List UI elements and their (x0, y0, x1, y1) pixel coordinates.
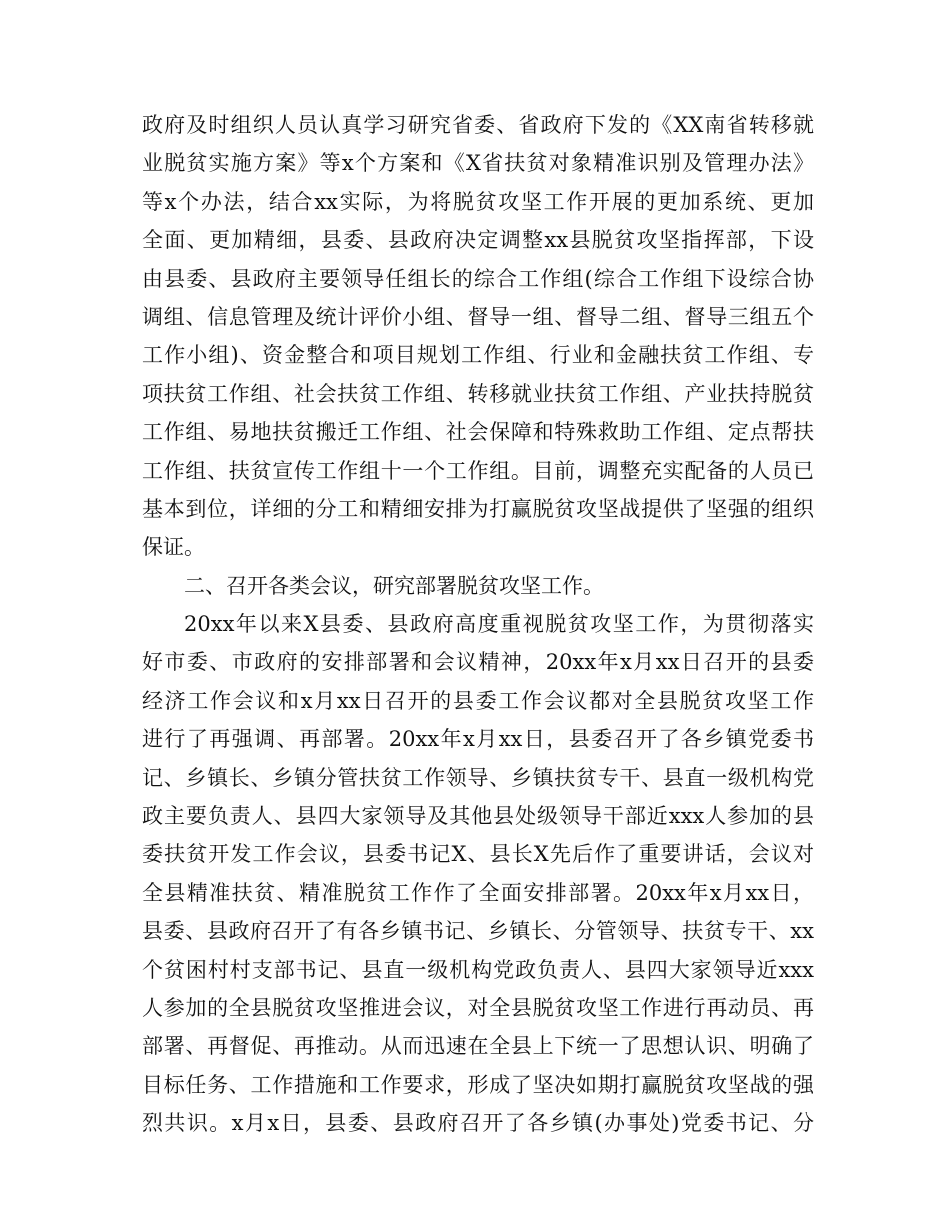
text-line: 工作组、扶贫宣传工作组十一个工作组。目前，调整充实配备的人员已 (142, 458, 814, 483)
text-line: 政府及时组织人员认真学习研究省委、省政府下发的《XX南省转移就 (142, 113, 814, 137)
document-body (142, 106, 814, 1143)
text-line: 县委、县政府召开了有各乡镇书记、乡镇长、分管领导、扶贫专干、xx (142, 919, 814, 944)
text-line: 个贫困村村支部书记、县直一级机构党政负责人、县四大家领导近xxx (142, 957, 814, 982)
paragraph-meetings (142, 605, 814, 1142)
text-line: 部署、再督促、再推动。从而迅速在全县上下统一了思想认识、明确了 (142, 1034, 814, 1059)
text-line: 业脱贫实施方案》等x个方案和《X省扶贫对象精准识别及管理办法》 (142, 151, 814, 176)
text-line: 进行了再强调、再部署。20xx年x月xx日，县委召开了各乡镇党委书 (142, 727, 814, 752)
text-line: 记、乡镇长、乡镇分管扶贫工作领导、乡镇扶贫专干、县直一级机构党 (142, 765, 814, 790)
text-line: 经济工作会议和x月xx日召开的县委工作会议都对全县脱贫攻坚工作 (142, 688, 814, 713)
text-line: 烈共识。x月x日，县委、县政府召开了各乡镇(办事处)党委书记、分 (142, 1111, 814, 1136)
text-line: 工作小组)、资金整合和项目规划工作组、行业和金融扶贫工作组、专 (142, 343, 814, 368)
text-line: 项扶贫工作组、社会扶贫工作组、转移就业扶贫工作组、产业扶持脱贫 (142, 381, 814, 406)
text-line: 20xx年以来X县委、县政府高度重视脱贫攻坚工作，为贯彻落实 (184, 612, 814, 637)
text-line: 政主要负责人、县四大家领导及其他县处级领导干部近xxx人参加的县 (142, 804, 814, 829)
text-line: 由县委、县政府主要领导任组长的综合工作组(综合工作组下设综合协 (142, 266, 814, 291)
text-line: 好市委、市政府的安排部署和会议精神，20xx年x月xx日召开的县委 (142, 650, 814, 675)
section-heading (142, 567, 814, 605)
text-line: 全县精准扶贫、精准脱贫工作作了全面安排部署。20xx年x月xx日， (142, 880, 814, 905)
text-line: 调组、信息管理及统计评价小组、督导一组、督导二组、督导三组五个 (142, 304, 814, 329)
text-line: 委扶贫开发工作会议，县委书记X、县长X先后作了重要讲话，会议对 (142, 842, 814, 867)
text-line: 人参加的全县脱贫攻坚推进会议，对全县脱贫攻坚工作进行再动员、再 (142, 995, 814, 1020)
text-line: 基本到位，详细的分工和精细安排为打赢脱贫攻坚战提供了坚强的组织 (142, 496, 814, 521)
paragraph-organization (142, 106, 814, 567)
text-line: 保证。 (142, 535, 205, 560)
text-line: 全面、更加精细，县委、县政府决定调整xx县脱贫攻坚指挥部，下设 (142, 228, 814, 253)
heading-line: 二、召开各类会议，研究部署脱贫攻坚工作。 (184, 573, 604, 598)
text-line: 目标任务、工作措施和工作要求，形成了坚决如期打赢脱贫攻坚战的强 (142, 1072, 814, 1097)
text-line: 等x个办法，结合xx实际，为将脱贫攻坚工作开展的更加系统、更加 (142, 189, 814, 214)
text-line: 工作组、易地扶贫搬迁工作组、社会保障和特殊救助工作组、定点帮扶 (142, 420, 814, 445)
